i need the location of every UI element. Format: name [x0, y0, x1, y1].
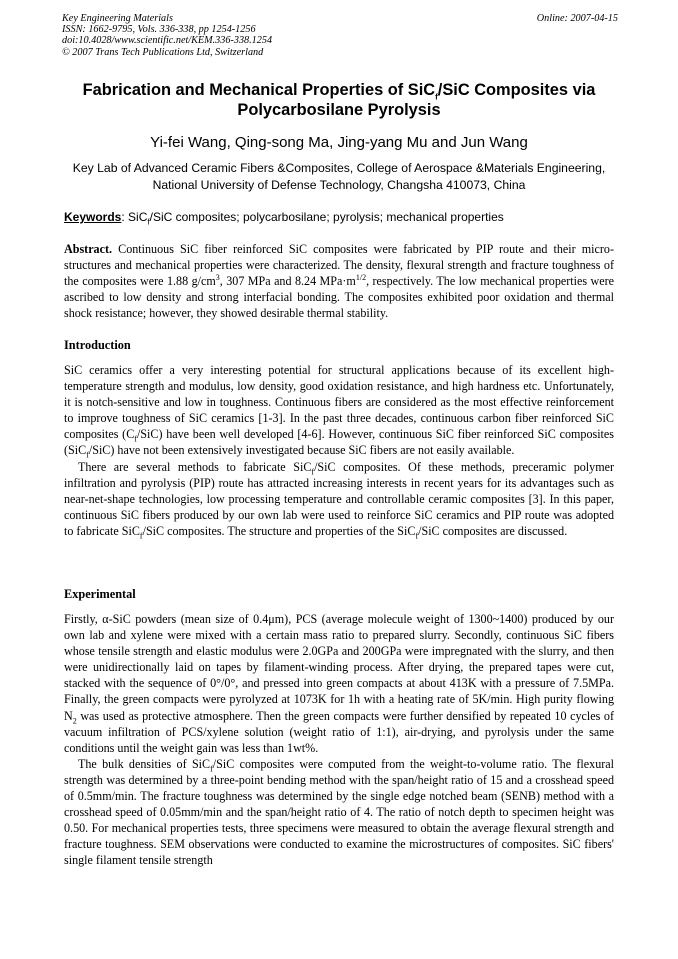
doi-line: doi:10.4028/www.scientific.net/KEM.336-338.1254 [62, 35, 273, 47]
journal-header [62, 13, 618, 58]
experimental-heading: Experimental [64, 587, 136, 601]
introduction-heading: Introduction [64, 338, 131, 352]
keywords-label: Keywords [64, 210, 122, 224]
exp-paragraph-1: Firstly, α-SiC powders (mean size of 0.4μm), PCS (average molecule weight of 1300~1400) produced by our own lab and xylene were mixed with a certain mass ratio to prepared slurry. Secondly, continuous SiC fibers whose tensile strength and elastic modulus were 2.0GPa and 200GPa were impregnated with the slurry, and then were unidirectionally laid on tapes by filament-winding process. After drying, the prepared tapes were cut, stacked with the sequence of 0°/0°, and pressed into green compacts at about 413K with a pressure of 7.5MPa. Finally, the green compacts were pyrolyzed at 1073K for 1h with a heating rate of 5K/min. High purity flowing $N_2$ was used as protective atmosphere. Then the green compacts were further densified by repeated 10 cycles of vacuum infiltration of PCS/xylene solution (weight ratio of 1:1), air-drying, and pyrolysis under the same conditions until the weight gain was less than 1wt%. [64, 612, 614, 755]
paper-title: Fabrication and Mechanical Properties of SiC$_f$/SiC Composites via Polycarbosilane Pyrolysis [82, 81, 596, 119]
experimental-body [64, 611, 614, 869]
affiliation: Key Lab of Advanced Ceramic Fibers &Composites, College of Aerospace &Materials Engineering, National University of Defense Technology, Changsha 410073, China [72, 161, 606, 192]
abstract-paragraph: Abstract. Continuous SiC fiber reinforced SiC composites were fabricated by PIP route and their micro-structures and mechanical properties were characterized. The density, flexural strength and fracture toughness of the composites were 1.88 $g/cm^3$, 307 MPa and 8.24 $MPa\cdot m^{1/2}$, respectively. The low mechanical properties were ascribed to low density and strong interfacial bonding. The composites exhibited poor oxidation and thermal shock resistance; however, they showed desirable thermal stability. [64, 242, 614, 321]
keywords-line: Keywords: SiC$_f$/SiC composites; polycarbosilane; pyrolysis; mechanical properties [64, 210, 504, 227]
introduction-body [64, 362, 614, 539]
online-date: Online: 2007-04-15 [536, 13, 618, 24]
copyright-line: © 2007 Trans Tech Publications Ltd, Switzerland [62, 46, 264, 58]
issn-line: ISSN: 1662-9795, Vols. 336-338, pp 1254-1256 [62, 24, 256, 36]
intro-paragraph-1: SiC ceramics offer a very interesting potential for structural applications because of its excellent high-temperature strength and modulus, low density, good oxidation resistance, and high hardness etc. Unfortunately, it is notch-sensitive and low in toughness. Continuous fibers are considered as the most effective reinforcement to improve toughness of SiC ceramics [1-3]. In the past three decades, continuous carbon fiber reinforced SiC composites $(C_f/SiC)$ have been well developed [4-6]. However, continuous SiC fiber reinforced SiC composites (SiC$_f$/SiC) have not been extensively investigated because SiC fibers are not easily available. [64, 363, 614, 460]
journal-name: Key Engineering Materials [62, 13, 173, 24]
author-list: Yi-fei Wang, Qing-song Ma, Jing-yang Mu and Jun Wang [150, 134, 528, 151]
abstract-label: Abstract. [64, 242, 113, 256]
intro-paragraph-2: There are several methods to fabricate SiC$_f$/SiC composites. Of these methods, preceramic polymer infiltration and pyrolysis (PIP) route has attracted increasing interests in recent years for its advantages such as near-net-shape technologies, low processing temperature and controllable ceramic composites [3]. In this paper, continuous SiC fibers produced by our own lab were used to reinforce SiC ceramics and PIP route was adopted to fabricate SiC$_f$/SiC composites. The structure and properties of the SiC$_f$/SiC composites are discussed. [64, 459, 614, 541]
exp-paragraph-2: The bulk densities of SiC$_f$/SiC composites were computed from the weight-to-volume ratio. The flexural strength was determined by a three-point bending method with the span/height ratio of 15 and a crosshead speed of 0.5mm/min. The fracture toughness was determined by the single edge notched beam (SENB) method with a crosshead speed of 0.05mm/min and the span/height ratio of 4. The ratio of notch depth to specimen height was 0.50. For mechanical properties tests, three specimens were measured to obtain the average flexural strength and fracture toughness. SEM observations were conducted to examine the microstructures of composites. SiC fibers' single filament tensile strength [64, 756, 615, 868]
